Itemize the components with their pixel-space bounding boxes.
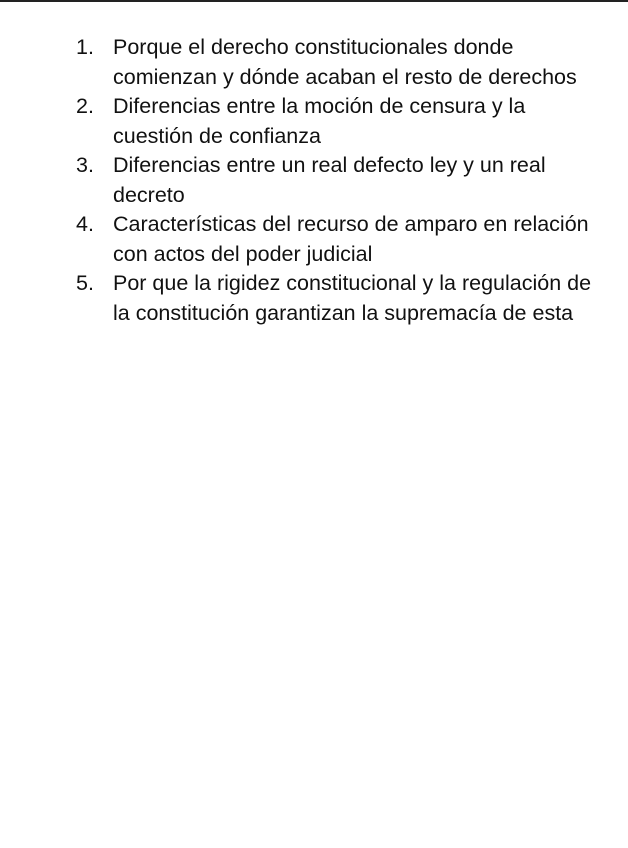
item-number: 1. (76, 35, 94, 59)
list-item (76, 210, 596, 269)
item-text: Características del recurso de amparo en relación con actos del poder judicial (113, 212, 589, 266)
item-number: 5. (76, 271, 94, 295)
item-text: Porque el derecho constitucionales donde comienzan y dónde acaban el resto de derechos (113, 35, 577, 89)
item-text: Por que la rigidez constitucional y la regulación de la constitución garantizan la supremacía de esta (113, 271, 592, 325)
list-item (76, 92, 596, 151)
item-text: Diferencias entre un real defecto ley y un real decreto (113, 153, 546, 207)
list-item (76, 33, 596, 92)
question-list (76, 33, 596, 328)
item-number: 4. (76, 212, 94, 236)
list-item (76, 151, 596, 210)
item-number: 3. (76, 153, 94, 177)
item-text: Diferencias entre la moción de censura y la cuestión de confianza (113, 94, 526, 148)
item-number: 2. (76, 94, 94, 118)
list-item (76, 269, 596, 328)
